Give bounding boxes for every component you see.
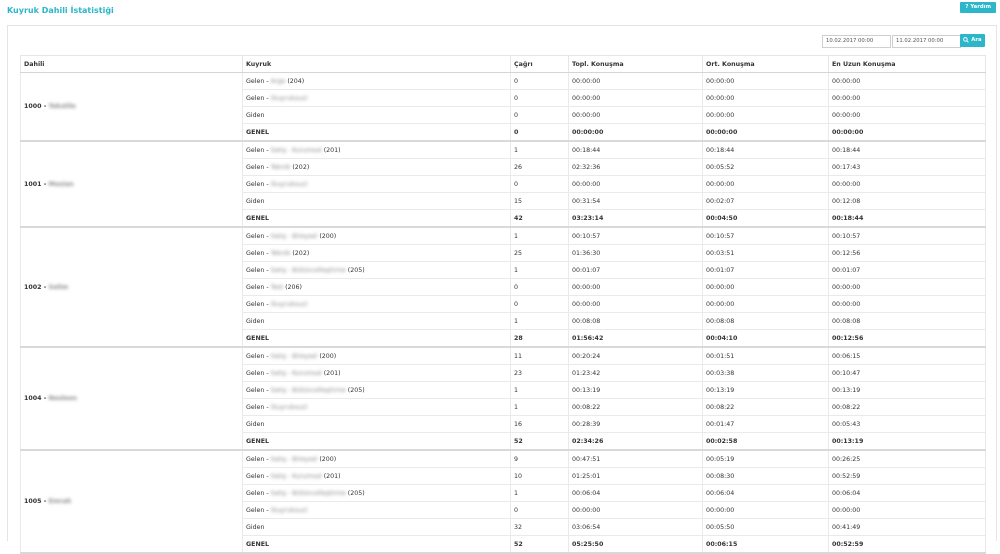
table-body [21, 73, 986, 554]
total-talk-time-cell: 00:00:00 [569, 279, 703, 296]
top-bar [0, 0, 1000, 24]
max-talk-time-cell: 00:06:15 [829, 347, 986, 365]
queue-number: (205) [345, 489, 365, 497]
call-count-cell: 0 [511, 176, 569, 193]
call-count-cell: 23 [511, 365, 569, 382]
queue-name: Test [270, 283, 284, 291]
max-talk-time-cell: 00:52:59 [829, 536, 986, 554]
queue-direction: Giden [246, 111, 265, 119]
total-talk-time-cell: 00:08:08 [569, 313, 703, 330]
avg-talk-time-cell: 00:00:00 [703, 73, 829, 90]
max-talk-time-cell: 00:00:00 [829, 502, 986, 519]
avg-talk-time-cell: 00:06:04 [703, 485, 829, 502]
call-count-cell: 1 [511, 262, 569, 279]
avg-talk-time-cell: 00:04:50 [703, 210, 829, 228]
total-talk-time-cell: 00:00:00 [569, 296, 703, 313]
queue-name: Satış - Bireysel [270, 352, 318, 360]
queue-cell [243, 90, 511, 107]
queue-name: Satış - Kurumsal [270, 146, 322, 154]
stats-table [20, 55, 986, 554]
avg-talk-time-cell: 00:00:00 [703, 107, 829, 124]
queue-cell [243, 330, 511, 348]
queue-number: (204) [285, 77, 305, 85]
col-header-ortalama-konusma: Ort. Konuşma [703, 56, 829, 73]
extension-cell [21, 73, 243, 142]
max-talk-time-cell: 00:00:00 [829, 107, 986, 124]
max-talk-time-cell: 00:08:22 [829, 399, 986, 416]
total-talk-time-cell: 00:10:57 [569, 227, 703, 245]
call-count-cell: 1 [511, 485, 569, 502]
col-header-dahili: Dahili [21, 56, 243, 73]
queue-direction: Giden [246, 523, 265, 531]
queue-direction: Gelen - [246, 489, 271, 497]
queue-name: (kuyruksuz) [270, 180, 308, 188]
max-talk-time-cell: 00:12:56 [829, 330, 986, 348]
queue-direction: Gelen - [246, 180, 271, 188]
call-count-cell: 0 [511, 73, 569, 90]
total-talk-time-cell: 00:00:00 [569, 73, 703, 90]
queue-name: Satış - Bütüncelleştirme [270, 489, 346, 497]
queue-direction: Gelen - [246, 266, 271, 274]
call-count-cell: 10 [511, 468, 569, 485]
call-count-cell: 52 [511, 433, 569, 451]
queue-number: (200) [317, 352, 337, 360]
queue-direction: Gelen - [246, 403, 271, 411]
avg-talk-time-cell: 00:08:30 [703, 468, 829, 485]
max-talk-time-cell: 00:13:19 [829, 433, 986, 451]
queue-cell [243, 279, 511, 296]
queue-cell [243, 485, 511, 502]
call-count-cell: 16 [511, 416, 569, 433]
search-button-label: Ara [971, 37, 982, 43]
avg-talk-time-cell: 00:08:22 [703, 399, 829, 416]
avg-talk-time-cell: 00:05:52 [703, 159, 829, 176]
total-talk-time-cell: 03:23:14 [569, 210, 703, 228]
avg-talk-time-cell: 00:18:44 [703, 141, 829, 159]
queue-number: (206) [283, 283, 302, 291]
queue-cell [243, 450, 511, 468]
avg-talk-time-cell: 00:04:10 [703, 330, 829, 348]
table-row [21, 450, 986, 468]
max-talk-time-cell: 00:12:08 [829, 193, 986, 210]
queue-direction: GENEL [246, 334, 270, 342]
question-icon: ? [965, 4, 969, 10]
max-talk-time-cell: 00:00:00 [829, 279, 986, 296]
total-talk-time-cell: 00:06:04 [569, 485, 703, 502]
queue-name: Satış - Kurumsal [270, 369, 322, 377]
max-talk-time-cell: 00:00:00 [829, 176, 986, 193]
queue-cell [243, 365, 511, 382]
avg-talk-time-cell: 00:03:51 [703, 245, 829, 262]
total-talk-time-cell: 00:18:44 [569, 141, 703, 159]
queue-name: Satış - Bütüncelleştirme [270, 386, 346, 394]
max-talk-time-cell: 00:00:00 [829, 124, 986, 142]
max-talk-time-cell: 00:00:00 [829, 296, 986, 313]
queue-direction: Gelen - [246, 352, 271, 360]
queue-direction: Gelen - [246, 77, 271, 85]
queue-direction: Gelen - [246, 300, 271, 308]
total-talk-time-cell: 05:25:50 [569, 536, 703, 554]
max-talk-time-cell: 00:13:19 [829, 382, 986, 399]
call-count-cell: 26 [511, 159, 569, 176]
extension-cell [21, 141, 243, 227]
queue-name: (kuyruksuz) [270, 300, 308, 308]
total-talk-time-cell: 00:00:00 [569, 176, 703, 193]
avg-talk-time-cell: 00:01:51 [703, 347, 829, 365]
avg-talk-time-cell: 00:10:57 [703, 227, 829, 245]
extension-agent-name: Tekstile [48, 103, 76, 110]
avg-talk-time-cell: 00:01:47 [703, 416, 829, 433]
queue-direction: Gelen - [246, 455, 271, 463]
total-talk-time-cell: 01:36:30 [569, 245, 703, 262]
total-talk-time-cell: 00:00:00 [569, 107, 703, 124]
queue-direction: Gelen - [246, 283, 271, 291]
max-talk-time-cell: 00:41:49 [829, 519, 986, 536]
queue-direction: Gelen - [246, 506, 271, 514]
queue-cell [243, 382, 511, 399]
total-talk-time-cell: 00:31:54 [569, 193, 703, 210]
queue-number: (200) [317, 232, 337, 240]
avg-talk-time-cell: 00:05:50 [703, 519, 829, 536]
max-talk-time-cell: 00:08:08 [829, 313, 986, 330]
queue-direction: Gelen - [246, 163, 271, 171]
queue-number: (200) [317, 455, 337, 463]
total-talk-time-cell: 00:08:22 [569, 399, 703, 416]
queue-direction: Gelen - [246, 232, 271, 240]
total-talk-time-cell: 00:47:51 [569, 450, 703, 468]
avg-talk-time-cell: 00:00:00 [703, 279, 829, 296]
extension-agent-name: Nesleen [48, 395, 78, 402]
total-talk-time-cell: 00:20:24 [569, 347, 703, 365]
extension-number: 1001 - [24, 180, 47, 188]
content-panel [7, 25, 997, 548]
queue-direction: Giden [246, 317, 265, 325]
total-talk-time-cell: 02:34:26 [569, 433, 703, 451]
avg-talk-time-cell: 00:00:00 [703, 90, 829, 107]
avg-talk-time-cell: 00:06:15 [703, 536, 829, 554]
queue-number: (205) [345, 266, 365, 274]
search-button[interactable] [960, 34, 985, 47]
search-icon [963, 37, 969, 43]
queue-cell [243, 313, 511, 330]
avg-talk-time-cell: 00:00:00 [703, 502, 829, 519]
col-header-cagri: Çağrı [511, 56, 569, 73]
call-count-cell: 11 [511, 347, 569, 365]
help-button-label: Yardım [970, 4, 991, 10]
call-count-cell: 1 [511, 313, 569, 330]
col-header-kuyruk: Kuyruk [243, 56, 511, 73]
queue-cell [243, 262, 511, 279]
call-count-cell: 52 [511, 536, 569, 554]
call-count-cell: 1 [511, 141, 569, 159]
table-row [21, 347, 986, 365]
max-talk-time-cell: 00:18:44 [829, 210, 986, 228]
extension-number: 1004 - [24, 395, 47, 402]
max-talk-time-cell: 00:01:07 [829, 262, 986, 279]
max-talk-time-cell: 00:05:43 [829, 416, 986, 433]
queue-cell [243, 416, 511, 433]
end-date-input[interactable]: 11.02.2017 00:00 [892, 35, 961, 48]
queue-direction: GENEL [246, 214, 270, 222]
total-talk-time-cell: 00:13:19 [569, 382, 703, 399]
queue-direction: Giden [246, 420, 265, 428]
extension-number: 1002 - [24, 283, 47, 291]
call-count-cell: 0 [511, 502, 569, 519]
queue-cell [243, 347, 511, 365]
call-count-cell: 0 [511, 279, 569, 296]
max-talk-time-cell: 00:18:44 [829, 141, 986, 159]
max-talk-time-cell: 00:12:56 [829, 245, 986, 262]
queue-cell [243, 193, 511, 210]
max-talk-time-cell: 00:00:00 [829, 90, 986, 107]
queue-direction: Gelen - [246, 249, 271, 257]
queue-name: Satış - Bütüncelleştirme [270, 266, 346, 274]
avg-talk-time-cell: 00:00:00 [703, 296, 829, 313]
queue-number: (201) [321, 146, 341, 154]
total-talk-time-cell: 01:23:42 [569, 365, 703, 382]
max-talk-time-cell: 00:10:47 [829, 365, 986, 382]
queue-name: (kuyruksuz) [270, 506, 308, 514]
max-talk-time-cell: 00:00:00 [829, 73, 986, 90]
queue-number: (205) [345, 386, 365, 394]
queue-cell [243, 107, 511, 124]
call-count-cell: 28 [511, 330, 569, 348]
max-talk-time-cell: 00:17:43 [829, 159, 986, 176]
queue-direction: Gelen - [246, 94, 271, 102]
queue-name: Arge [270, 77, 286, 85]
start-date-input[interactable]: 10.02.2017 00:00 [822, 35, 891, 48]
extension-cell [21, 450, 243, 553]
call-count-cell: 15 [511, 193, 569, 210]
total-talk-time-cell: 01:56:42 [569, 330, 703, 348]
call-count-cell: 25 [511, 245, 569, 262]
queue-name: Teknik [270, 163, 291, 171]
queue-direction: GENEL [246, 540, 270, 548]
extension-agent-name: Selim [48, 283, 69, 291]
queue-name: Satış - Bireysel [270, 455, 318, 463]
avg-talk-time-cell: 00:05:19 [703, 450, 829, 468]
avg-talk-time-cell: 00:03:38 [703, 365, 829, 382]
queue-name: (kuyruksuz) [270, 94, 308, 102]
call-count-cell: 0 [511, 124, 569, 142]
total-talk-time-cell: 03:06:54 [569, 519, 703, 536]
col-header-toplam-konusma: Topl. Konuşma [569, 56, 703, 73]
extension-number: 1005 - [24, 498, 47, 505]
avg-talk-time-cell: 00:13:19 [703, 382, 829, 399]
help-button[interactable] [960, 2, 996, 13]
call-count-cell: 9 [511, 450, 569, 468]
queue-cell [243, 210, 511, 228]
max-talk-time-cell: 00:06:04 [829, 485, 986, 502]
avg-talk-time-cell: 00:08:08 [703, 313, 829, 330]
call-count-cell: 32 [511, 519, 569, 536]
queue-cell [243, 399, 511, 416]
call-count-cell: 1 [511, 382, 569, 399]
queue-cell [243, 141, 511, 159]
total-talk-time-cell: 00:00:00 [569, 124, 703, 142]
queue-name: Satış - Kurumsal [270, 472, 322, 480]
queue-number: (201) [321, 472, 341, 480]
queue-cell [243, 519, 511, 536]
call-count-cell: 42 [511, 210, 569, 228]
avg-talk-time-cell: 00:02:58 [703, 433, 829, 451]
max-talk-time-cell: 00:26:25 [829, 450, 986, 468]
queue-cell [243, 176, 511, 193]
call-count-cell: 1 [511, 399, 569, 416]
total-talk-time-cell: 00:28:39 [569, 416, 703, 433]
queue-direction: Gelen - [246, 146, 271, 154]
queue-name: Satış - Bireysel [270, 232, 318, 240]
total-talk-time-cell: 02:32:36 [569, 159, 703, 176]
queue-cell [243, 296, 511, 313]
queue-direction: Gelen - [246, 386, 271, 394]
queue-direction: GENEL [246, 437, 270, 445]
queue-direction: Gelen - [246, 369, 271, 377]
queue-cell [243, 124, 511, 142]
queue-cell [243, 227, 511, 245]
queue-name: Teknik [270, 249, 291, 257]
extension-agent-name: Emrah [48, 498, 72, 505]
call-count-cell: 0 [511, 296, 569, 313]
extension-number: 1000 - [24, 103, 47, 110]
extension-agent-name: Mesian [48, 180, 74, 188]
queue-name: (kuyruksuz) [270, 403, 308, 411]
table-header-row [21, 56, 986, 73]
total-talk-time-cell: 00:01:07 [569, 262, 703, 279]
queue-number: (202) [290, 249, 310, 257]
total-talk-time-cell: 00:00:00 [569, 90, 703, 107]
table-row [21, 73, 986, 90]
table-row [21, 227, 986, 245]
queue-direction: Gelen - [246, 472, 271, 480]
total-talk-time-cell: 00:00:00 [569, 502, 703, 519]
avg-talk-time-cell: 00:00:00 [703, 124, 829, 142]
queue-cell [243, 468, 511, 485]
avg-talk-time-cell: 00:01:07 [703, 262, 829, 279]
queue-cell [243, 433, 511, 451]
max-talk-time-cell: 00:52:59 [829, 468, 986, 485]
avg-talk-time-cell: 00:02:07 [703, 193, 829, 210]
col-header-en-uzun-konusma: En Uzun Konuşma [829, 56, 986, 73]
avg-talk-time-cell: 00:00:00 [703, 176, 829, 193]
queue-cell [243, 245, 511, 262]
page-title: Kuyruk Dahili İstatistiği [7, 6, 114, 15]
extension-cell [21, 347, 243, 450]
call-count-cell: 0 [511, 107, 569, 124]
max-talk-time-cell: 00:10:57 [829, 227, 986, 245]
queue-direction: GENEL [246, 128, 270, 136]
total-talk-time-cell: 01:25:01 [569, 468, 703, 485]
queue-cell [243, 536, 511, 554]
queue-cell [243, 502, 511, 519]
queue-number: (201) [321, 369, 341, 377]
call-count-cell: 0 [511, 90, 569, 107]
table-row [21, 141, 986, 159]
call-count-cell: 1 [511, 227, 569, 245]
queue-direction: Giden [246, 197, 265, 205]
extension-cell [21, 227, 243, 347]
queue-cell [243, 159, 511, 176]
queue-cell [243, 73, 511, 90]
queue-number: (202) [290, 163, 310, 171]
